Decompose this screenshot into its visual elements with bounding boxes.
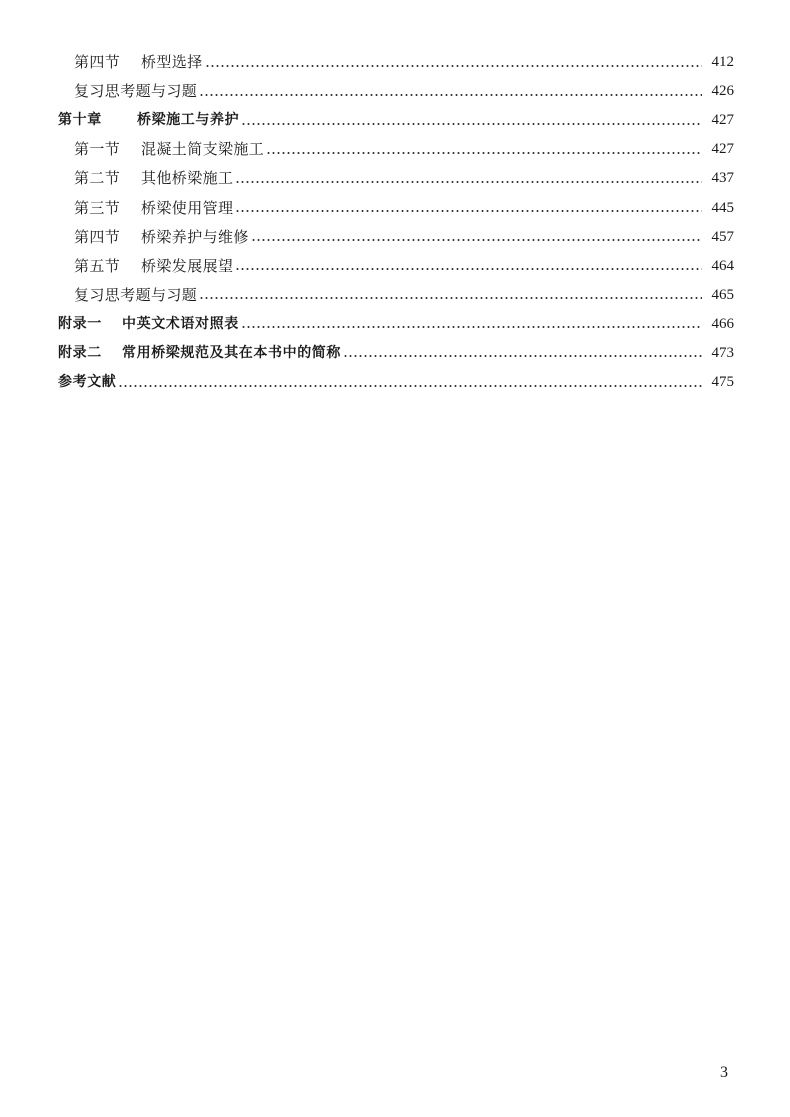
toc-appendix-number: 附录一: [58, 315, 102, 332]
toc-entry-section-4-bridge-type[interactable]: [58, 48, 734, 77]
toc-section-number: 第五节: [74, 256, 121, 275]
dot-leader: [241, 326, 702, 328]
toc-references-title: 参考文献: [58, 374, 117, 391]
dot-leader: [205, 65, 702, 67]
toc-entry-references[interactable]: [58, 368, 734, 397]
toc-page-number: 445: [711, 199, 734, 216]
toc-page-number: 412: [711, 54, 734, 71]
toc-chapter-number: 第十章: [58, 112, 102, 129]
toc-page-number: 457: [711, 228, 734, 245]
toc-entry-appendix-1[interactable]: [58, 310, 734, 339]
toc-section-title: 其他桥梁施工: [141, 169, 234, 188]
toc-appendix-title: 常用桥梁规范及其在本书中的简称: [122, 344, 341, 361]
toc-page-number: 465: [711, 286, 734, 303]
toc-page-number: 466: [711, 315, 734, 332]
toc-section-title: 复习思考题与习题: [74, 285, 198, 304]
table-of-contents: [58, 48, 734, 397]
toc-section-number: 第四节: [74, 53, 121, 72]
toc-entry-section-4-maintenance[interactable]: [58, 223, 734, 252]
toc-entry-review-questions-ch10[interactable]: [58, 281, 734, 310]
dot-leader: [241, 123, 702, 125]
toc-page-number: 426: [711, 83, 734, 100]
dot-leader: [235, 181, 702, 183]
toc-appendix-title: 中英文术语对照表: [122, 315, 239, 332]
toc-section-title: 桥型选择: [141, 53, 203, 72]
toc-page-number: 437: [711, 170, 734, 187]
toc-entry-section-5-outlook[interactable]: [58, 252, 734, 281]
dot-leader: [199, 297, 702, 299]
toc-entry-chapter-10[interactable]: [58, 106, 734, 135]
dot-leader: [266, 152, 702, 154]
toc-section-title: 复习思考题与习题: [74, 82, 198, 101]
dot-leader: [235, 210, 702, 212]
toc-entry-section-2-other-bridges[interactable]: [58, 164, 734, 193]
toc-chapter-title: 桥梁施工与养护: [137, 112, 240, 129]
dot-leader: [118, 385, 702, 387]
toc-section-number: 第三节: [74, 198, 121, 217]
toc-section-title: 桥梁使用管理: [141, 198, 234, 217]
toc-section-number: 第四节: [74, 227, 121, 246]
toc-page-number: 475: [711, 374, 734, 391]
toc-entry-review-questions-ch9[interactable]: [58, 77, 734, 106]
toc-section-title: 混凝土简支梁施工: [141, 140, 265, 159]
toc-section-title: 桥梁发展展望: [141, 256, 234, 275]
toc-appendix-number: 附录二: [58, 344, 102, 361]
toc-page-number: 427: [711, 141, 734, 158]
dot-leader: [235, 268, 702, 270]
toc-entry-section-3-management[interactable]: [58, 193, 734, 222]
toc-page-number: 427: [711, 112, 734, 129]
dot-leader: [343, 355, 702, 357]
toc-section-number: 第二节: [74, 169, 121, 188]
dot-leader: [251, 239, 702, 241]
toc-section-number: 第一节: [74, 140, 121, 159]
toc-page-number: 473: [711, 344, 734, 361]
toc-section-title: 桥梁养护与维修: [141, 227, 249, 246]
dot-leader: [199, 94, 702, 96]
toc-entry-appendix-2[interactable]: [58, 339, 734, 368]
toc-entry-section-1-concrete-girder[interactable]: [58, 135, 734, 164]
toc-page-number: 464: [711, 257, 734, 274]
page-number-footer: 3: [720, 1064, 728, 1081]
